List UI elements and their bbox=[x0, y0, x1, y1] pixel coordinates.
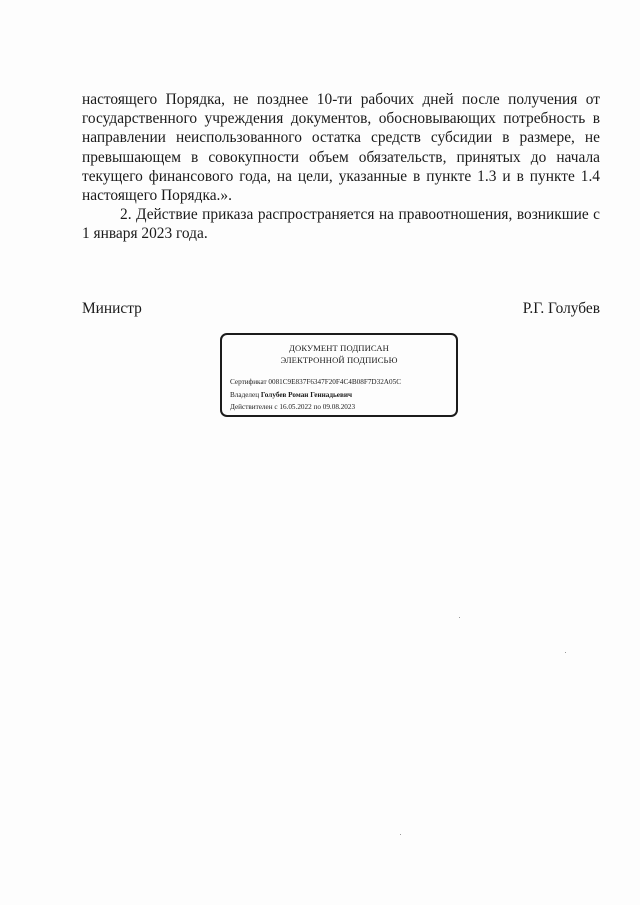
stamp-validity bbox=[230, 403, 355, 412]
certificate-value: 0081C9E837F6347F20F4C4B08F7D32A05C bbox=[268, 378, 401, 386]
stamp-title bbox=[222, 342, 456, 366]
owner-label: Владелец bbox=[230, 391, 260, 399]
scan-speck bbox=[459, 617, 460, 618]
signer-name: Р.Г. Голубев bbox=[522, 300, 600, 317]
certificate-label: Сертификат bbox=[230, 378, 267, 386]
signature-block bbox=[82, 300, 600, 322]
scan-speck bbox=[565, 652, 566, 653]
owner-value: Голубев Роман Геннадьевич bbox=[260, 391, 353, 399]
validity-label: Действителен с bbox=[230, 403, 278, 411]
validity-to-label: по bbox=[313, 403, 321, 411]
scan-speck bbox=[400, 834, 401, 835]
stamp-title-line-1: ДОКУМЕНТ ПОДПИСАН bbox=[289, 343, 389, 353]
electronic-signature-stamp bbox=[220, 333, 458, 417]
signer-position: Министр bbox=[82, 300, 142, 317]
paragraph-effective-date: 2. Действие приказа распространяется на правоотношения, возникшие с 1 января 2023 года. bbox=[82, 206, 600, 243]
document-body bbox=[82, 90, 600, 244]
stamp-title-line-2: ЭЛЕКТРОННОЙ ПОДПИСЬЮ bbox=[280, 355, 398, 365]
paragraph-continuation: настоящего Порядка, не позднее 10-ти рабочих дней после получения от государственного учреждения документов, обосновывающих потребность в направлении неиспользованного остатка средств субсидии в размере, не превышающем в совокупности объем обязательств, принятых до начала текущего финансового года, на цели, указанные в пункте 1.3 и в пункте 1.4 настоящего Порядка.». bbox=[82, 91, 600, 205]
valid-to: 09.08.2023 bbox=[322, 403, 356, 411]
stamp-owner bbox=[230, 391, 352, 400]
stamp-certificate bbox=[230, 378, 401, 387]
valid-from: 16.05.2022 bbox=[279, 403, 312, 411]
